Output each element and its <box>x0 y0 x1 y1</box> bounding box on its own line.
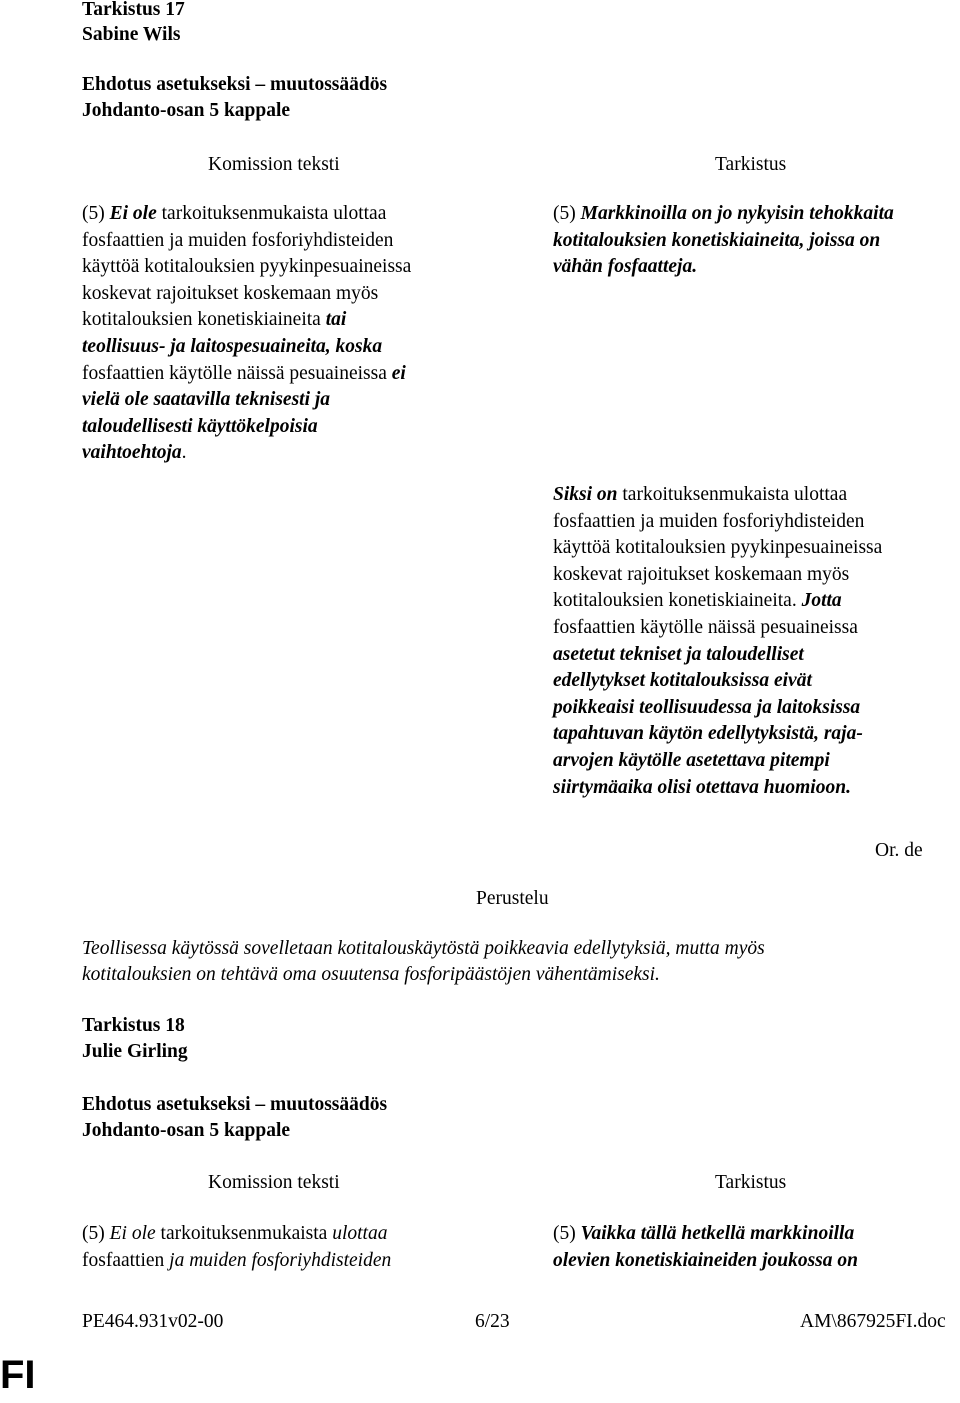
amendment-text <box>553 1221 858 1274</box>
text-run: fosfaattien ja muiden fosforiyhdisteiden <box>553 510 865 532</box>
proposal-title: Ehdotus asetukseksi – muutossäädös <box>82 74 388 95</box>
text-run: tai <box>325 309 347 331</box>
text-run: Ei ole <box>109 203 157 224</box>
text-line <box>82 281 411 308</box>
text-line <box>553 775 882 802</box>
text-run: vaihtoehtoja <box>82 442 182 464</box>
justification-line: kotitalouksien on tehtävä oma osuutensa fosforipäästöjen vähentämiseksi. <box>82 964 660 985</box>
text-run: tapahtuvan käytön edellytyksistä, raja- <box>553 723 863 745</box>
text-run: olevien konetiskiaineiden joukossa on <box>553 1249 858 1271</box>
text-run: (5) <box>82 1223 110 1244</box>
right-column-header: Tarkistus <box>715 1172 787 1193</box>
text-run: fosfaattien <box>82 1249 170 1271</box>
text-line <box>82 254 411 281</box>
text-line <box>553 509 882 536</box>
text-run: edellytykset kotitalouksissa eivät <box>553 670 812 692</box>
commission-text <box>82 201 411 467</box>
text-run: Ei ole <box>109 1223 156 1244</box>
original-language: Or. de <box>875 840 923 861</box>
text-line <box>553 482 882 509</box>
text-run: asetetut tekniset ja taloudelliset <box>553 643 804 665</box>
justification-line: Teollisessa käytössä sovelletaan kotitalouskäytöstä poikkeavia edellytyksiä, mutta myös <box>82 938 765 959</box>
text-run: Siksi on <box>553 484 618 505</box>
text-run: (5) <box>553 203 581 224</box>
amendment-text-continued <box>553 482 882 801</box>
text-run: (5) <box>553 1223 581 1244</box>
text-line <box>82 307 411 334</box>
text-run: koskevat rajoitukset koskemaan myös <box>553 563 850 585</box>
text-run: tarkoituksenmukaista ulottaa <box>617 484 848 505</box>
language-code: FI <box>0 1353 36 1397</box>
text-run: (5) <box>82 203 110 224</box>
document-code: PE464.931v02-00 <box>82 1311 224 1332</box>
text-run: ulottaa <box>332 1223 388 1244</box>
text-line <box>553 228 894 255</box>
text-run: vielä ole saatavilla teknisesti ja <box>82 389 331 411</box>
text-run: tarkoituksenmukaista ulottaa <box>156 203 387 224</box>
text-line <box>82 228 411 255</box>
text-line <box>82 201 411 228</box>
amendment-title: Tarkistus 18 <box>82 1015 185 1036</box>
text-run: kotitalouksien konetiskiaineita <box>82 309 326 331</box>
text-run: siirtymäaika olisi otettava huomioon. <box>553 776 851 798</box>
text-run: käyttöä kotitalouksien pyykinpesuaineissa <box>553 537 883 559</box>
amendment-text <box>553 201 894 281</box>
text-run: tarkoituksenmukaista <box>155 1223 333 1244</box>
text-line <box>553 695 882 722</box>
text-line <box>553 1221 858 1248</box>
text-line <box>553 642 882 669</box>
text-run: arvojen käytölle asetettava pitempi <box>553 749 830 771</box>
text-line <box>82 334 411 361</box>
text-line <box>553 615 882 642</box>
text-line <box>553 562 882 589</box>
text-line <box>82 361 411 388</box>
text-line <box>82 1221 391 1248</box>
left-column-header: Komission teksti <box>208 154 340 175</box>
text-line <box>553 748 882 775</box>
text-run: fosfaattien käytölle näissä pesuaineissa <box>82 362 392 384</box>
text-run: fosfaattien ja muiden fosforiyhdisteiden <box>82 229 394 251</box>
text-line <box>553 254 894 281</box>
amendment-title: Tarkistus 17 <box>82 0 185 20</box>
text-line <box>82 440 411 467</box>
text-run: Vaikka tällä hetkellä markkinoilla <box>580 1223 855 1244</box>
text-line <box>553 201 894 228</box>
justification-header: Perustelu <box>476 888 549 909</box>
text-run: koskevat rajoitukset koskemaan myös <box>82 282 379 304</box>
left-column-header: Komission teksti <box>208 1172 340 1193</box>
text-line <box>82 414 411 441</box>
text-run: teollisuus- ja laitospesuaineita, koska <box>82 335 383 357</box>
file-name: AM\867925FI.doc <box>800 1311 946 1332</box>
text-line <box>553 535 882 562</box>
text-line <box>82 387 411 414</box>
text-run: ja muiden fosforiyhdisteiden <box>169 1249 392 1271</box>
text-line <box>553 588 882 615</box>
proposal-title: Ehdotus asetukseksi – muutossäädös <box>82 1094 388 1115</box>
section-ref: Johdanto-osan 5 kappale <box>82 100 291 121</box>
text-run: taloudellisesti käyttökelpoisia <box>82 415 318 437</box>
amendment-author: Sabine Wils <box>82 24 181 45</box>
text-run: Markkinoilla on jo nykyisin tehokkaita <box>580 203 894 224</box>
text-run: fosfaattien käytölle näissä pesuaineissa <box>553 616 858 638</box>
text-run: . <box>181 442 187 464</box>
text-run: ei <box>391 362 406 384</box>
text-run: kotitalouksien konetiskiaineita, joissa on <box>553 229 881 251</box>
text-run: käyttöä kotitalouksien pyykinpesuaineissa <box>82 256 412 278</box>
text-line <box>553 721 882 748</box>
section-ref: Johdanto-osan 5 kappale <box>82 1120 291 1141</box>
text-line <box>553 668 882 695</box>
text-run: Jotta <box>801 590 842 612</box>
commission-text <box>82 1221 391 1274</box>
text-line <box>82 1248 391 1275</box>
text-line <box>553 1248 858 1275</box>
text-run: vähän fosfaatteja. <box>553 256 698 278</box>
text-run: poikkeaisi teollisuudessa ja laitoksissa <box>553 696 861 718</box>
right-column-header: Tarkistus <box>715 154 787 175</box>
amendment-author: Julie Girling <box>82 1041 188 1062</box>
text-run: kotitalouksien konetiskiaineita. <box>553 590 802 612</box>
page-number: 6/23 <box>475 1311 510 1332</box>
